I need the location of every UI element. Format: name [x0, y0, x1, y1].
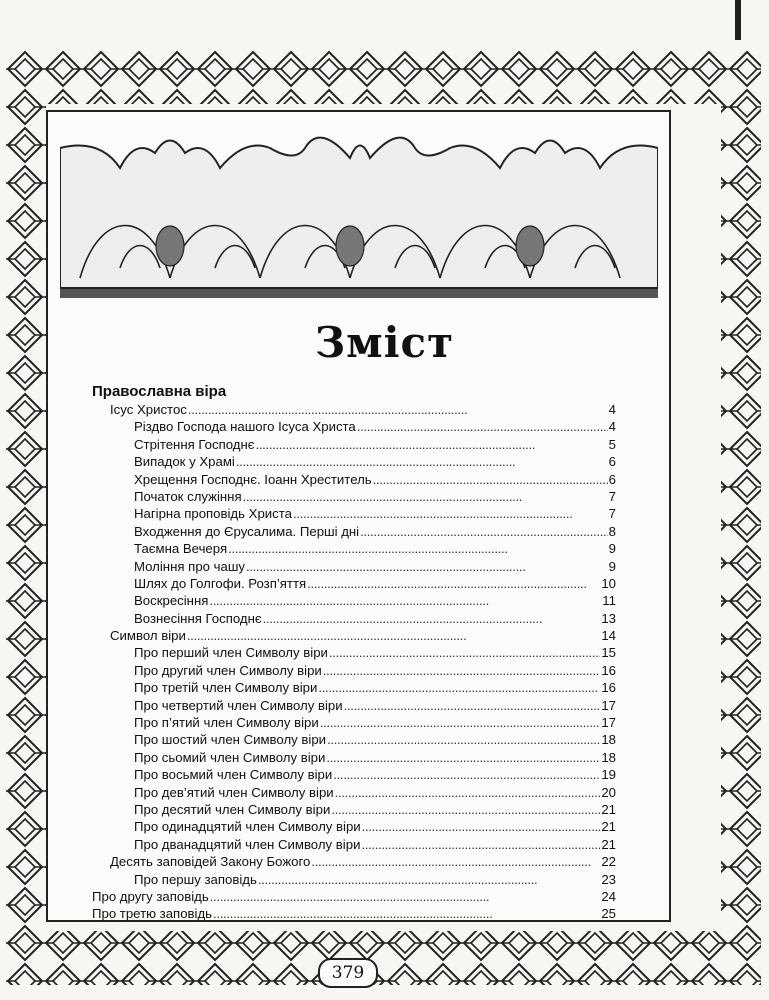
toc-entry-page: 9 [608, 558, 616, 574]
toc-entry [92, 888, 616, 905]
toc-leader-dots [236, 453, 608, 470]
toc-leader-dots [335, 784, 601, 801]
toc-entry-title: Різдво Господа нашого Ісуса Христа [134, 419, 356, 435]
toc-entry-page: 25 [601, 906, 616, 922]
toc-entry [92, 453, 616, 470]
toc-entry-title: Входження до Єрусалима. Перші дні [134, 523, 360, 539]
toc-entry [92, 523, 616, 540]
toc-leader-dots [361, 836, 600, 853]
toc-leader-dots [344, 697, 601, 714]
toc-leader-dots [318, 679, 600, 696]
page-number: 379 [318, 958, 378, 988]
toc-entry [92, 592, 616, 609]
toc-entry [92, 679, 616, 696]
toc-entry [92, 871, 616, 888]
section-heading: Православна віра [92, 383, 227, 400]
toc-leader-dots [243, 488, 608, 505]
toc-entry [92, 784, 616, 801]
header-ornament [60, 128, 658, 300]
toc-entry-page: 22 [601, 854, 616, 870]
toc-entry [92, 401, 616, 418]
toc-entry-page: 4 [608, 419, 616, 435]
toc-entry [92, 662, 616, 679]
toc-entry-title: Хрещення Господнє. Іоанн Хреститель [134, 471, 372, 487]
table-of-contents [92, 382, 616, 923]
toc-leader-dots [333, 766, 600, 783]
toc-entry-title: Нагірна проповідь Христа [134, 506, 292, 522]
toc-entry [92, 905, 616, 922]
toc-leader-dots [209, 592, 601, 609]
toc-entry [92, 610, 616, 627]
toc-entry [92, 853, 616, 870]
toc-entry [92, 644, 616, 661]
toc-leader-dots [362, 818, 601, 835]
toc-entry-title: Символ віри [110, 628, 186, 644]
toc-entry-page: 9 [608, 541, 616, 557]
toc-entry-title: Про шостий член Символу віри [134, 732, 327, 748]
toc-leader-dots [360, 523, 608, 540]
toc-entry-page: 19 [601, 767, 616, 783]
toc-entry-title: Шлях до Голгофи. Розп’яття [134, 575, 307, 591]
toc-entry [92, 488, 616, 505]
toc-entry-title: Про восьмий член Символу віри [134, 767, 333, 783]
toc-entry-title: Випадок у Храмі [134, 454, 235, 470]
toc-leader-dots [331, 801, 600, 818]
toc-entry-title: Стрітення Господнє [134, 436, 255, 452]
toc-entry-page: 5 [608, 436, 616, 452]
toc-entry-page: 23 [601, 871, 616, 887]
toc-entry-title: Про десятий член Символу віри [134, 801, 331, 817]
toc-leader-dots [326, 749, 600, 766]
toc-entry-title: Десять заповідей Закону Божого [110, 854, 311, 870]
toc-entry [92, 575, 616, 592]
toc-leader-dots [228, 540, 608, 557]
toc-entry-page: 16 [601, 662, 616, 678]
toc-entry-title: Воскресіння [134, 593, 209, 609]
toc-entry-page: 18 [601, 732, 616, 748]
toc-leader-dots [246, 558, 608, 575]
toc-entry-title: Про сьомий член Символу віри [134, 749, 326, 765]
toc-leader-dots [256, 436, 608, 453]
toc-leader-dots [293, 505, 608, 522]
toc-entry-title: Моління про чашу [134, 558, 246, 574]
toc-entry-title: Про перший член Символу віри [134, 645, 328, 661]
toc-entry-page: 6 [608, 471, 616, 487]
toc-entry-page: 8 [608, 523, 616, 539]
toc-entry-page: 4 [608, 402, 616, 417]
toc-entry [92, 836, 616, 853]
toc-entry-title: Про дванадцятий член Символу віри [134, 836, 361, 852]
toc-entry [92, 418, 616, 435]
toc-leader-dots [323, 662, 601, 679]
toc-entry-page: 10 [601, 575, 616, 591]
toc-entry-title: Про третю заповідь [92, 906, 213, 922]
toc-entry-title: Початок служіння [134, 488, 242, 504]
toc-entry-title: Про другу заповідь [92, 888, 209, 904]
toc-leader-dots [373, 471, 608, 488]
toc-entry-title: Про п’ятий член Символу віри [134, 715, 319, 731]
toc-entry-page: 6 [608, 454, 616, 470]
toc-entry-page: 21 [601, 801, 616, 817]
toc-entry [92, 436, 616, 453]
toc-entry [92, 714, 616, 731]
toc-entry-page: 18 [601, 749, 616, 765]
toc-list [92, 401, 616, 923]
toc-entry-title: Ісус Христос [110, 402, 187, 417]
toc-leader-dots [329, 644, 600, 661]
toc-entry-page: 15 [601, 645, 616, 661]
toc-leader-dots [188, 401, 608, 418]
toc-entry-title: Про одинадцятий член Символу віри [134, 819, 361, 835]
toc-entry-page: 17 [601, 715, 616, 731]
page-title: Зміст [314, 318, 455, 367]
toc-entry-page: 24 [601, 888, 616, 904]
toc-entry-title: Про дев’ятий член Символу віри [134, 784, 334, 800]
toc-leader-dots [307, 575, 600, 592]
toc-entry-title: Вознесіння Господнє [134, 610, 262, 626]
toc-leader-dots [320, 714, 601, 731]
toc-entry [92, 471, 616, 488]
toc-entry-page: 11 [602, 593, 616, 609]
toc-entry-page: 7 [608, 506, 616, 522]
toc-leader-dots [263, 610, 601, 627]
toc-leader-dots [357, 418, 608, 435]
toc-entry-page: 21 [601, 819, 616, 835]
toc-entry [92, 818, 616, 835]
toc-entry-page: 17 [601, 697, 616, 713]
toc-entry [92, 558, 616, 575]
toc-leader-dots [187, 627, 600, 644]
toc-entry [92, 766, 616, 783]
toc-entry [92, 505, 616, 522]
toc-entry-title: Таємна Вечеря [134, 541, 228, 557]
toc-entry [92, 627, 616, 644]
toc-entry [92, 801, 616, 818]
toc-entry [92, 749, 616, 766]
toc-entry-page: 21 [601, 836, 616, 852]
edge-mark [735, 0, 741, 40]
toc-leader-dots [327, 731, 600, 748]
toc-entry [92, 540, 616, 557]
toc-entry-page: 20 [601, 784, 616, 800]
toc-entry-page: 13 [601, 610, 616, 626]
toc-entry-page: 7 [608, 488, 616, 504]
toc-entry-page: 14 [601, 628, 616, 644]
toc-entry-title: Про першу заповідь [134, 871, 257, 887]
toc-leader-dots [311, 853, 600, 870]
toc-entry [92, 697, 616, 714]
toc-entry-page: 16 [601, 680, 616, 696]
toc-leader-dots [213, 905, 600, 922]
toc-entry [92, 731, 616, 748]
toc-entry-title: Про другий член Символу віри [134, 662, 322, 678]
toc-leader-dots [210, 888, 601, 905]
toc-leader-dots [258, 871, 601, 888]
toc-entry-title: Про четвертий член Символу віри [134, 697, 343, 713]
toc-entry-title: Про третій член Символу віри [134, 680, 318, 696]
